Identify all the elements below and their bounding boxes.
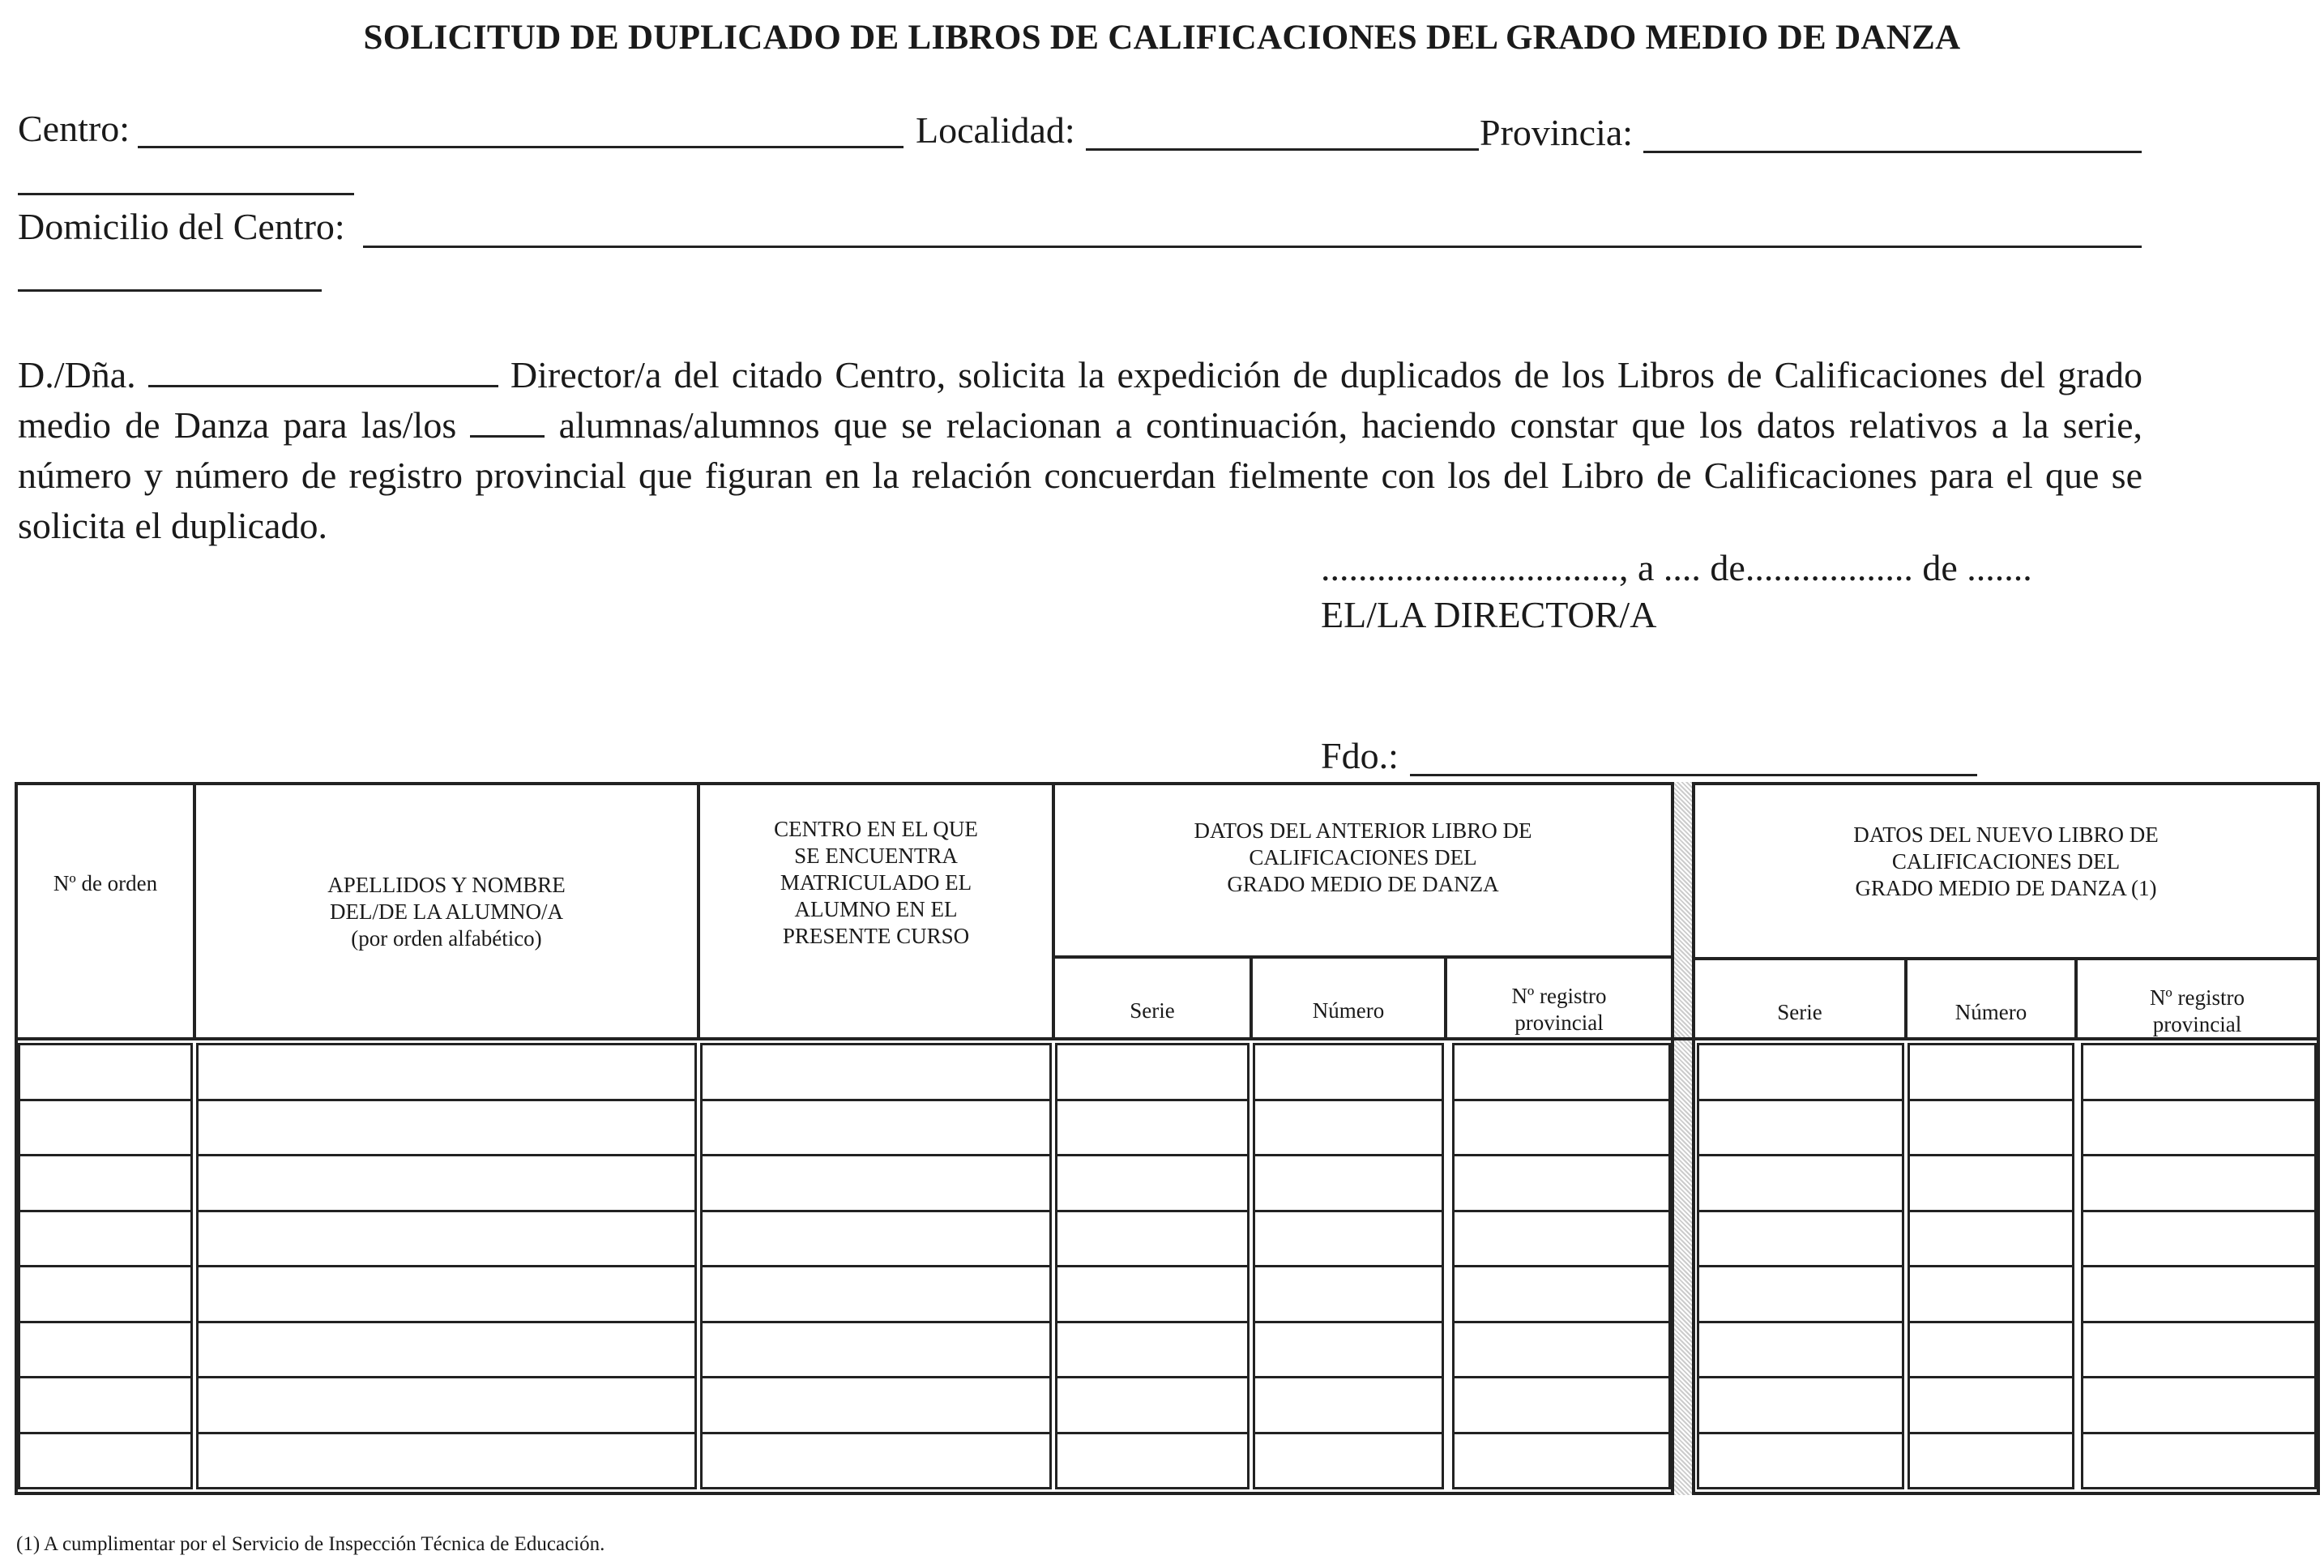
cell-numero-anterior[interactable] xyxy=(1253,1265,1444,1323)
request-paragraph xyxy=(18,350,2142,551)
cell-registro-anterior[interactable] xyxy=(1452,1265,1671,1323)
signature-field[interactable] xyxy=(1410,774,1977,776)
cell-centro[interactable] xyxy=(700,1376,1052,1434)
cell-registro-nuevo[interactable] xyxy=(2081,1265,2317,1323)
cell-serie-nuevo[interactable] xyxy=(1697,1265,1904,1323)
cell-serie-nuevo[interactable] xyxy=(1697,1432,1904,1490)
date-line: ................................, a .... de.................. de ....... xyxy=(1321,547,2032,588)
cell-registro-anterior[interactable] xyxy=(1452,1321,1671,1379)
cell-serie-nuevo[interactable] xyxy=(1697,1210,1904,1268)
cell-registro-nuevo[interactable] xyxy=(2081,1210,2317,1268)
header-numero-nuevo: Número xyxy=(1954,1000,2027,1024)
cell-serie-anterior[interactable] xyxy=(1055,1099,1250,1157)
cell-serie-anterior[interactable] xyxy=(1055,1210,1250,1268)
cell-numero-nuevo[interactable] xyxy=(1907,1432,2074,1490)
cell-apellidos[interactable] xyxy=(196,1321,697,1379)
cell-serie-anterior[interactable] xyxy=(1055,1376,1250,1434)
cell-serie-nuevo[interactable] xyxy=(1697,1376,1904,1434)
cell-registro-nuevo[interactable] xyxy=(2081,1099,2317,1157)
cell-serie-anterior[interactable] xyxy=(1055,1043,1250,1101)
page-title: SOLICITUD DE DUPLICADO DE LIBROS DE CALIFICACIONES DEL GRADO MEDIO DE DANZA xyxy=(363,19,1961,57)
cell-centro[interactable] xyxy=(700,1154,1052,1212)
cell-orden[interactable] xyxy=(18,1432,193,1490)
cell-serie-nuevo[interactable] xyxy=(1697,1154,1904,1212)
cell-numero-nuevo[interactable] xyxy=(1907,1321,2074,1379)
cell-numero-nuevo[interactable] xyxy=(1907,1043,2074,1101)
cell-numero-anterior[interactable] xyxy=(1253,1432,1444,1490)
cell-numero-nuevo[interactable] xyxy=(1907,1376,2074,1434)
paragraph-text-2: alumnas/alumnos que se relacionan a continuación, haciendo constar que los datos relativos a la serie, número y número de registro provincial que figuran en la relación concuerdan fielmente con los del Libro de Calificaciones para el que se solicita el duplicado. xyxy=(18,404,2143,546)
cell-numero-anterior[interactable] xyxy=(1253,1376,1444,1434)
cell-apellidos[interactable] xyxy=(196,1432,697,1490)
cell-registro-anterior[interactable] xyxy=(1452,1376,1671,1434)
director-role: EL/LA DIRECTOR/A xyxy=(1321,594,1657,635)
cell-registro-anterior[interactable] xyxy=(1452,1154,1671,1212)
cell-serie-anterior[interactable] xyxy=(1055,1265,1250,1323)
cell-numero-anterior[interactable] xyxy=(1253,1321,1444,1379)
header-centro: CENTRO EN EL QUE SE ENCUENTRA MATRICULADO EL ALUMNO EN EL PRESENTE CURSO xyxy=(774,817,978,948)
cell-serie-nuevo[interactable] xyxy=(1697,1099,1904,1157)
header-orden: Nº de orden xyxy=(53,871,158,895)
cell-orden[interactable] xyxy=(18,1099,193,1157)
cell-registro-anterior[interactable] xyxy=(1452,1432,1671,1490)
cell-numero-nuevo[interactable] xyxy=(1907,1154,2074,1212)
header-serie-anterior: Serie xyxy=(1130,998,1175,1023)
cell-numero-anterior[interactable] xyxy=(1253,1210,1444,1268)
provincia-field[interactable] xyxy=(1643,151,2142,153)
cell-orden[interactable] xyxy=(18,1154,193,1212)
cell-apellidos[interactable] xyxy=(196,1099,697,1157)
cell-centro[interactable] xyxy=(700,1432,1052,1490)
cell-numero-anterior[interactable] xyxy=(1253,1154,1444,1212)
localidad-label: Localidad: xyxy=(916,109,1075,151)
cell-apellidos[interactable] xyxy=(196,1043,697,1101)
provincia-label: Provincia: xyxy=(1480,112,1634,153)
header-bottom-line xyxy=(18,1037,2317,1040)
cell-centro[interactable] xyxy=(700,1099,1052,1157)
paragraph-text-1: Director/a del citado Centro, solicita la expedición de duplicados de los Libros de Calificaciones del grado medio de Danza para las/los xyxy=(18,354,2142,446)
header-anterior: DATOS DEL ANTERIOR LIBRO DE CALIFICACIONES DEL GRADO MEDIO DE DANZA xyxy=(1194,818,1532,896)
cell-registro-nuevo[interactable] xyxy=(2081,1154,2317,1212)
localidad-field[interactable] xyxy=(1086,148,1479,151)
header-registro-nuevo: Nº registro provincial xyxy=(2149,985,2245,1036)
cell-registro-nuevo[interactable] xyxy=(2081,1432,2317,1490)
cell-apellidos[interactable] xyxy=(196,1210,697,1268)
cell-centro[interactable] xyxy=(700,1265,1052,1323)
cell-registro-anterior[interactable] xyxy=(1452,1099,1671,1157)
cell-apellidos[interactable] xyxy=(196,1265,697,1323)
cell-registro-nuevo[interactable] xyxy=(2081,1321,2317,1379)
domicilio-field[interactable] xyxy=(363,246,2142,248)
cell-centro[interactable] xyxy=(700,1321,1052,1379)
director-name-field[interactable] xyxy=(148,354,498,387)
fdo-label: Fdo.: xyxy=(1321,735,1399,776)
cell-serie-anterior[interactable] xyxy=(1055,1321,1250,1379)
cell-orden[interactable] xyxy=(18,1321,193,1379)
centro-label: Centro: xyxy=(18,108,130,149)
cell-centro[interactable] xyxy=(700,1210,1052,1268)
cell-serie-anterior[interactable] xyxy=(1055,1432,1250,1490)
cell-orden[interactable] xyxy=(18,1376,193,1434)
header-numero-anterior: Número xyxy=(1312,998,1385,1023)
header-nuevo: DATOS DEL NUEVO LIBRO DE CALIFICACIONES DEL GRADO MEDIO DE DANZA (1) xyxy=(1853,822,2159,900)
cell-numero-anterior[interactable] xyxy=(1253,1099,1444,1157)
footnote: (1) A cumplimentar por el Servicio de Inspección Técnica de Educación. xyxy=(16,1533,605,1555)
cell-serie-nuevo[interactable] xyxy=(1697,1321,1904,1379)
cell-apellidos[interactable] xyxy=(196,1376,697,1434)
cell-registro-anterior[interactable] xyxy=(1452,1043,1671,1101)
header-subrow-line xyxy=(1695,957,2317,960)
cell-centro[interactable] xyxy=(700,1043,1052,1101)
cell-registro-anterior[interactable] xyxy=(1452,1210,1671,1268)
student-count-field[interactable] xyxy=(470,404,545,438)
dona-label: D./Dña. xyxy=(18,354,136,395)
header-serie-nuevo: Serie xyxy=(1777,1000,1822,1024)
cell-serie-anterior[interactable] xyxy=(1055,1154,1250,1212)
domicilio-continuation-line xyxy=(18,289,322,292)
cell-registro-nuevo[interactable] xyxy=(2081,1043,2317,1101)
centro-field[interactable] xyxy=(138,146,904,148)
cell-numero-nuevo[interactable] xyxy=(1907,1099,2074,1157)
cell-numero-nuevo[interactable] xyxy=(1907,1265,2074,1323)
header-apellidos: APELLIDOS Y NOMBRE DEL/DE LA ALUMNO/A (por orden alfabético) xyxy=(327,873,566,951)
header-subrow-line xyxy=(1052,955,1671,959)
table-separator xyxy=(1671,782,1695,1495)
cell-numero-nuevo[interactable] xyxy=(1907,1210,2074,1268)
cell-orden[interactable] xyxy=(18,1043,193,1101)
header-registro-anterior: Nº registro provincial xyxy=(1511,984,1607,1035)
cell-serie-nuevo[interactable] xyxy=(1697,1043,1904,1101)
cell-orden[interactable] xyxy=(18,1210,193,1268)
students-table xyxy=(15,782,2320,1495)
col-divider xyxy=(1250,955,1253,1037)
cell-orden[interactable] xyxy=(18,1265,193,1323)
cell-registro-nuevo[interactable] xyxy=(2081,1376,2317,1434)
domicilio-label: Domicilio del Centro: xyxy=(18,206,345,247)
cell-apellidos[interactable] xyxy=(196,1154,697,1212)
cell-numero-anterior[interactable] xyxy=(1253,1043,1444,1101)
centro-continuation-line xyxy=(18,193,354,195)
